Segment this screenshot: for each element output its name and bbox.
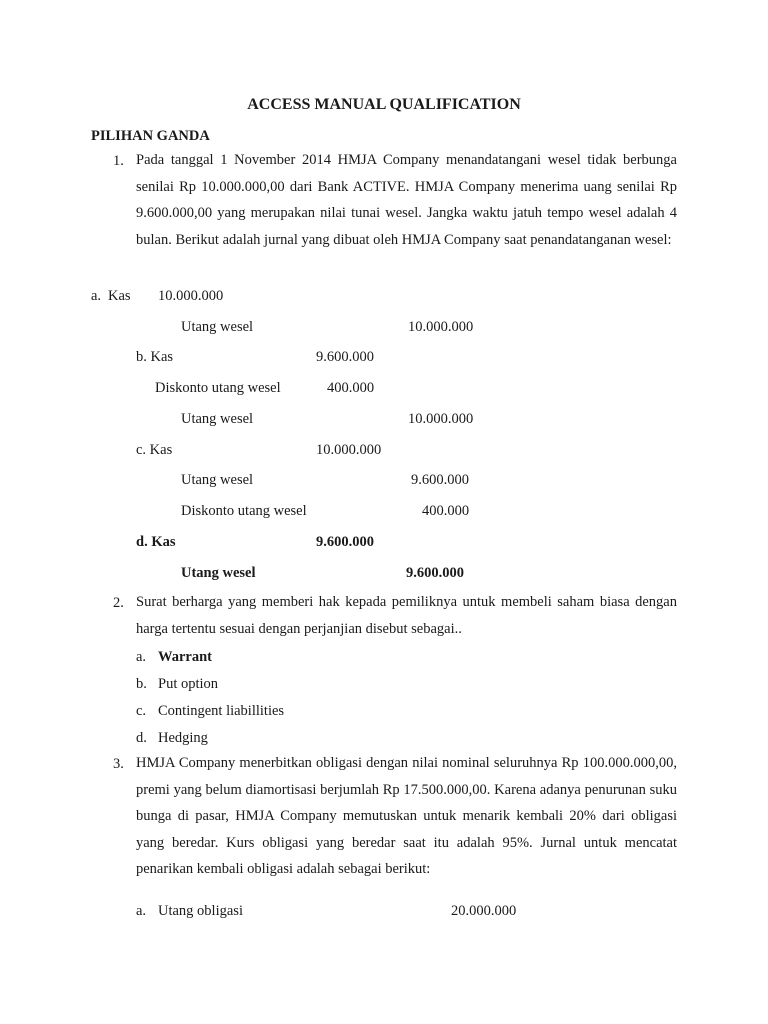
q2-option-d-label: d. — [136, 730, 147, 746]
question-1-text: Pada tanggal 1 November 2014 HMJA Company menandatangani wesel tidak berbunga senilai Rp 10.000.000,00 dari Bank ACTIVE. HMJA Company menerima uang senilai Rp 9.600.000,00 yang merupakan nilai tunai wesel. Jangka waktu jatuh tempo wesel adalah 4 bulan. Berikut adalah jurnal yang dibuat oleh HMJA Company saat penandatanganan wesel: — [136, 152, 677, 248]
q3-option-a-label: a. — [136, 903, 147, 919]
question-2-text: Surat berharga yang memberi hak kepada pemiliknya untuk membeli saham biasa dengan harga tertentu sesuai dengan perjanjian disebut sebagai.. — [136, 594, 677, 637]
q1-option-c-kas-amount: 10.000.000 — [316, 442, 382, 458]
q2-option-d-text: Hedging — [158, 730, 208, 746]
q2-option-a-label: a. — [136, 649, 147, 665]
q1-option-b-line3-amount: 10.000.000 — [408, 411, 474, 427]
q2-option-c-label: c. — [136, 703, 147, 719]
q1-option-c-line2: Utang wesel — [181, 472, 254, 488]
question-3-text: HMJA Company menerbitkan obligasi dengan nilai nominal seluruhnya Rp 100.000.000,00, premi yang belum diamortisasi berjumlah Rp 17.500.000,00. Karena adanya penurunan suku bunga di pasar, HMJA Company memutuskan untuk menarik kembali 20% dari obligasi yang beredar. Kurs obligasi yang beredar saat itu adalah 95%. Jurnal untuk mencatat penarikan kembali obligasi adalah sebagai berikut: — [136, 755, 677, 877]
document-title: ACCESS MANUAL QUALIFICATION — [247, 96, 521, 113]
q3-option-a-line1-amount: 20.000.000 — [451, 903, 517, 919]
q1-option-b-line2-amount: 400.000 — [327, 380, 375, 396]
question-3-number: 3. — [113, 756, 124, 772]
q1-option-b-line2: Diskonto utang wesel — [155, 380, 281, 396]
q1-option-b-kas-amount: 9.600.000 — [316, 349, 374, 365]
q1-option-d-line2-amount: 9.600.000 — [406, 565, 464, 581]
q1-option-a-line2-amount: 10.000.000 — [408, 319, 474, 335]
q1-option-b-kas: b. Kas — [136, 349, 174, 365]
q2-option-b-label: b. — [136, 676, 147, 692]
q1-option-d-kas-amount: 9.600.000 — [316, 534, 374, 550]
question-1-number: 1. — [113, 153, 124, 169]
q1-option-d-line2: Utang wesel — [181, 565, 256, 581]
q2-option-b-text: Put option — [158, 676, 219, 692]
q1-option-a-kas-amount: 10.000.000 — [158, 288, 224, 304]
q1-option-a-kas: Kas — [108, 288, 131, 304]
q1-option-c-line3: Diskonto utang wesel — [181, 503, 307, 519]
q1-option-a-line2: Utang wesel — [181, 319, 254, 335]
q1-option-c-kas: c. Kas — [136, 442, 173, 458]
q1-option-c-line3-amount: 400.000 — [422, 503, 470, 519]
q1-option-a-label: a. — [91, 288, 102, 304]
section-heading: PILIHAN GANDA — [91, 128, 210, 144]
q3-option-a-line1: Utang obligasi — [158, 903, 243, 919]
q1-option-d-kas: d. Kas — [136, 534, 176, 550]
q2-option-c-text: Contingent liabillities — [158, 703, 285, 719]
q1-option-b-line3: Utang wesel — [181, 411, 254, 427]
question-2-number: 2. — [113, 595, 124, 611]
q1-option-c-line2-amount: 9.600.000 — [411, 472, 469, 488]
q2-option-a-text: Warrant — [158, 649, 212, 665]
